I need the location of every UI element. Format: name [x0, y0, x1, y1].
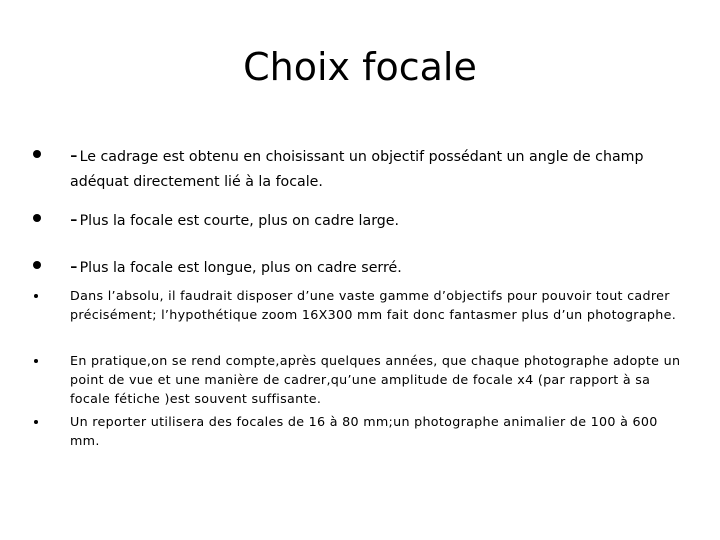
bullet-marker	[34, 294, 38, 298]
bullet-marker	[33, 214, 41, 222]
bullet-line-1: Plus la focale est courte, plus on cadre large.	[79, 213, 400, 229]
bullet-marker	[34, 420, 38, 424]
bullet-text: En pratique,on se rend compte,après quelques années, que chaque photographe adopte un point de vue et une manière de cadrer,qu’une amplitude de focale x4 (par rapport à sa focale fétiche )est souvent suffisante.	[70, 353, 681, 406]
bullet-marker	[34, 359, 38, 363]
bullet-dash: -	[70, 207, 78, 231]
bullet-line-1: Le cadrage est obtenu en choisissant un objectif possédant un angle de champ	[79, 149, 644, 165]
bullet-text: Dans l’absolu, il faudrait disposer d’une vaste gamme d’objectifs pour pouvoir tout cadrer précisément; l’hypothétique zoom 16X300 mm fait donc fantasmer plus d’un photographe.	[70, 288, 677, 322]
bullet-dash: -	[70, 143, 78, 167]
bullet-line-2: adéquat directement lié à la focale.	[70, 174, 323, 190]
bullet-text	[70, 207, 690, 234]
bullet-text	[70, 254, 690, 281]
bullet-marker	[33, 150, 41, 158]
slide-title: Choix focale	[243, 45, 477, 89]
bullet-line-1: Plus la focale est longue, plus on cadre serré.	[79, 260, 402, 276]
bullet-text	[70, 143, 690, 195]
bullet-dash: -	[70, 254, 78, 278]
bullet-marker	[33, 261, 41, 269]
bullet-text: Un reporter utilisera des focales de 16 à 80 mm;un photographe animalier de 100 à 600 mm.	[70, 414, 658, 448]
